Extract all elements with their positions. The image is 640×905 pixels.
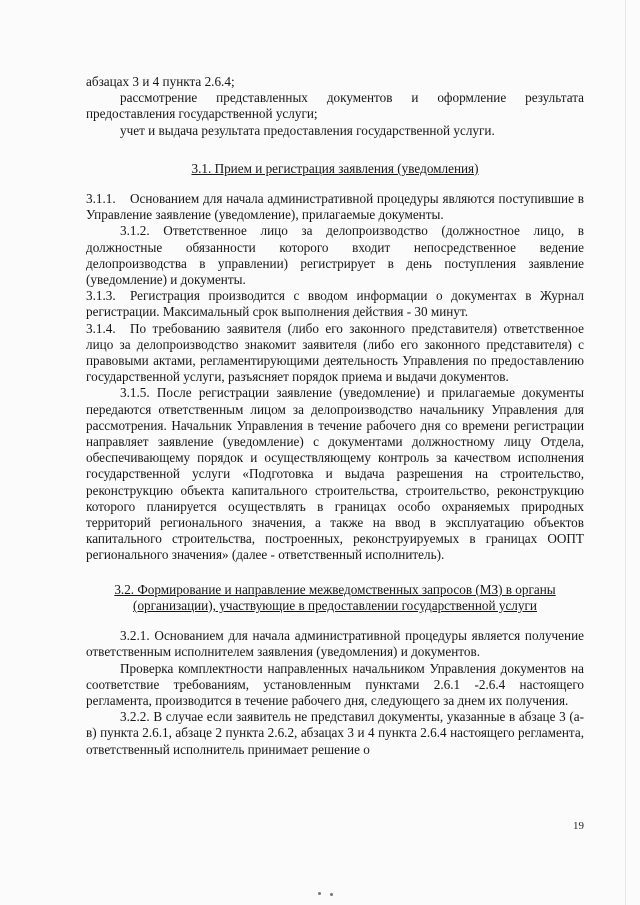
paragraph: учет и выдача результата предоставления государственной услуги. bbox=[120, 122, 495, 138]
page-number: 19 bbox=[573, 820, 584, 832]
section-heading: 3.1. Прием и регистрация заявления (уведомления) bbox=[191, 160, 479, 176]
scan-speck bbox=[318, 892, 321, 895]
paragraph: 3.1.5. После регистрации заявление (уведомление) и прилагаемые документы передаются ответственным лицом за делопроизводство начальнику Управления для рассмотрения. Начальник Управления в течение рабочего дня со времени регистрации направляет заявление (уведомление) с документами должностному лицу Отдела, обеспечивающему порядок и осуществляющему контроль за качеством исполнения государственной услуги «Подготовка и выдача разрешения на строительство, реконструкцию объекта капитального строительства, строительство, реконструкцию которого планируется осуществлять в границах особо охраняемых природных территорий регионального значения, а также на ввод в эксплуатацию объектов капитального строительства, построенных, реконструируемых в границах ООПТ регионального значения» (далее - ответственный исполнитель). bbox=[86, 385, 584, 563]
section-heading: 3.2. Формирование и направление межведомственных запросов (МЗ) в органы (организации), участвующие в предоставлении государственной услуги bbox=[114, 581, 556, 613]
paragraph: 3.1.2. Ответственное лицо за делопроизводство (должностное лицо, в должностные обязанности которого входит непосредственное ведение делопроизводства в управлении) регистрирует в день поступления заявление (уведомление) и документы. bbox=[86, 223, 584, 288]
paragraph: рассмотрение представленных документов и оформление результата предоставления государственной услуги; bbox=[86, 90, 584, 122]
paragraph: 3.2.1. Основанием для начала административной процедуры является получение ответственным исполнителем заявления (уведомления) и документов. bbox=[86, 628, 584, 660]
clause-number: 3.1.3. bbox=[86, 288, 116, 304]
clause-text: Регистрация производится с вводом информации о документах в Журнал регистрации. Максимальный срок выполнения действия - 30 минут. bbox=[86, 288, 584, 320]
paragraph bbox=[86, 191, 584, 223]
paragraph bbox=[86, 288, 584, 320]
paragraph bbox=[86, 321, 584, 386]
scan-speck bbox=[330, 893, 333, 896]
paragraph: 3.2.2. В случае если заявитель не представил документы, указанные в абзаце 3 (а-в) пункта 2.6.1, абзаце 2 пункта 2.6.2, абзацах 3 и 4 пункта 2.6.4 настоящего регламента, ответственный исполнитель принимает решение о bbox=[86, 709, 584, 757]
document-body bbox=[86, 74, 584, 758]
paragraph: абзацах 3 и 4 пункта 2.6.4; bbox=[86, 74, 235, 89]
scan-edge-line bbox=[625, 0, 626, 905]
clause-number: 3.1.1. bbox=[86, 191, 116, 207]
clause-number: 3.1.4. bbox=[86, 320, 116, 336]
clause-text: По требованию заявителя (либо его законного представителя) ответственное лицо за делопроизводство знакомит заявителя (либо его законного представителя) с правовыми актами, регламентирующими деятельность Управления по предоставлению государственной услуги, разъясняет порядок приема и выдачи документов. bbox=[86, 320, 584, 385]
paragraph: Проверка комплектности направленных начальником Управления документов на соответствие требованиям, установленным пунктами 2.6.1 -2.6.4 настоящего регламента, производится в течение рабочего дня, следующего за днем их получения. bbox=[86, 660, 584, 708]
clause-text: Основанием для начала административной процедуры являются поступившие в Управление заявление (уведомление), прилагаемые документы. bbox=[86, 191, 584, 223]
